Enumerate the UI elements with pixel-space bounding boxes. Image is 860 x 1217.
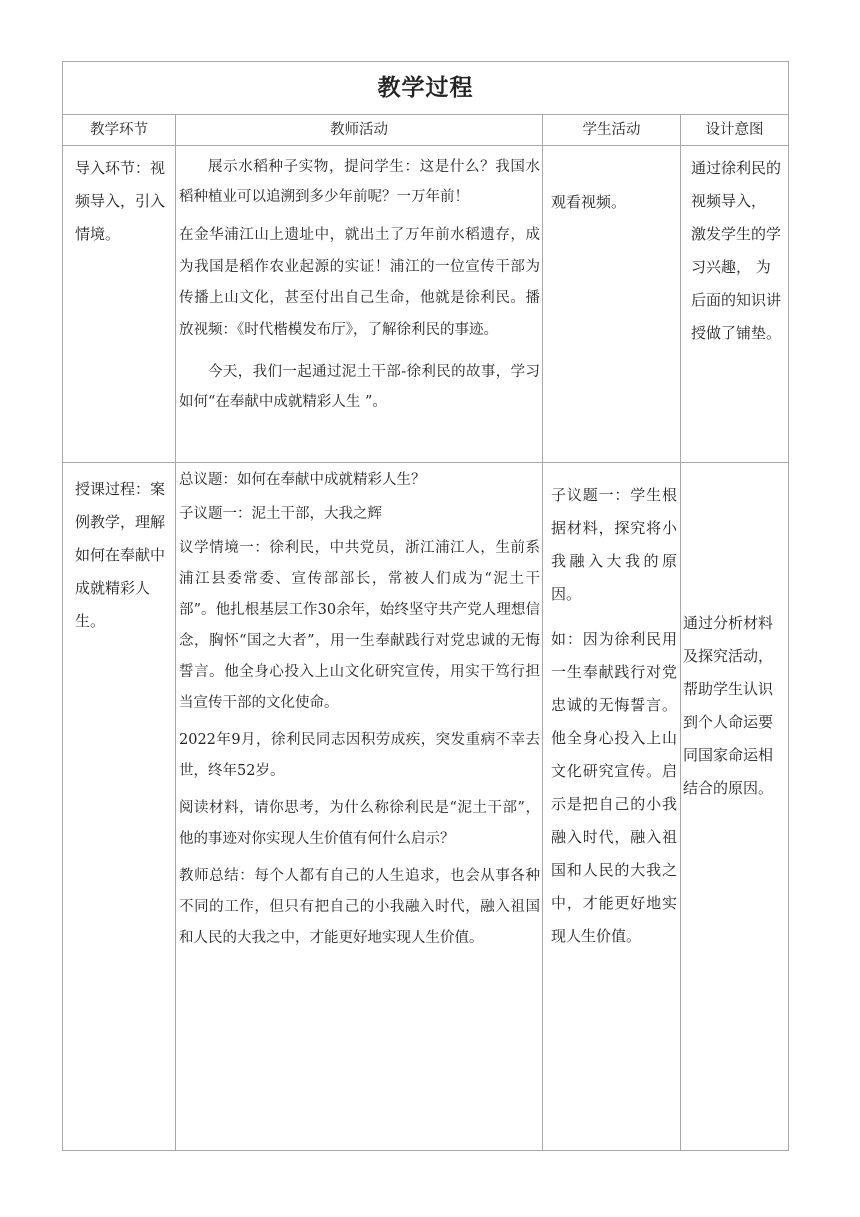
teacher-paragraph: 在金华浦江山上遗址中，就出土了万年前水稻遗存，成为我国是稻作农业起源的实证！浦江的一位宣传干部为传播上山文化，甚至付出自己生命，他就是徐利民。播放视频：《时代楷模发布厅》，了解徐利民的事迹。	[179, 227, 540, 338]
table-row	[63, 463, 789, 1151]
stage-cell: 导入环节：视频导入，引入情境。	[63, 146, 176, 463]
header-intent: 设计意图	[681, 115, 789, 146]
student-cell	[543, 463, 681, 1151]
header-student: 学生活动	[543, 115, 681, 146]
header-teacher: 教师活动	[176, 115, 543, 146]
teacher-paragraph: 教师总结：每个人都有自己的人生追求，也会从事各种不同的工作，但只有把自己的小我融入时代，融入祖国和人民的大我之中，才能更好地实现人生价值。	[179, 868, 540, 946]
table-title: 教学过程	[63, 62, 789, 115]
teacher-paragraph: 总议题：如何在奉献中成就精彩人生？	[179, 472, 426, 488]
student-paragraph: 观看视频。	[551, 193, 627, 211]
teacher-paragraph: 阅读材料，请你思考，为什么称徐利民是“泥土干部”，他的事迹对你实现人生价值有何什么启示？	[179, 800, 540, 847]
teacher-paragraph: 子议题一：泥土干部，大我之辉	[179, 506, 382, 522]
header-row	[63, 115, 789, 146]
student-paragraph: 如：因为徐利民用一生奉献践行对党忠诚的无悔誓言。他全身心投入上山文化研究宣传。启示是把自己的小我融入时代，融入祖国和人民的大我之中，才能更好地实现人生价值。	[551, 630, 677, 945]
teacher-paragraph: 议学情境一：徐利民，中共党员，浙江浦江人，生前系浦江县委常委、宣传部部长，常被人们成为“泥土干部”。他扎根基层工作30余年，始终坚守共产党人理想信念，胸怀“国之大者”，用一生奉献践行对党忠诚的无悔誓言。他全身心投入上山文化研究宣传，用实干笃行担当宣传干部的文化使命。	[179, 540, 540, 711]
header-stage: 教学环节	[63, 115, 176, 146]
table-row	[63, 146, 789, 463]
intent-cell: 通过分析材料及探究活动，帮助学生认识到个人命运要同国家命运相结合的原因。	[681, 463, 789, 1151]
intent-cell: 通过徐利民的视频导入， 激发学生的学习兴趣， 为后面的知识讲授做了铺垫。	[681, 146, 789, 463]
teacher-cell	[176, 463, 543, 1151]
teacher-cell	[176, 146, 543, 463]
teacher-paragraph: 展示水稻种子实物，提问学生：这是什么？我国水稻种植业可以追溯到多少年前呢？一万年前！	[179, 159, 540, 205]
teacher-paragraph: 2022年9月，徐利民同志因积劳成疾，突发重病不幸去世，终年52岁。	[179, 732, 540, 779]
stage-cell: 授课过程：案例教学，理解如何在奉献中成就精彩人生。	[63, 463, 176, 1151]
student-cell	[543, 146, 681, 463]
student-paragraph: 子议题一：学生根据材料，探究将小我融入大我的原因。	[551, 486, 677, 603]
teacher-paragraph: 今天，我们一起通过泥土干部-徐利民的故事，学习如何“在奉献中成就精彩人生 ”。	[179, 364, 540, 410]
lesson-process-table	[62, 61, 789, 1151]
